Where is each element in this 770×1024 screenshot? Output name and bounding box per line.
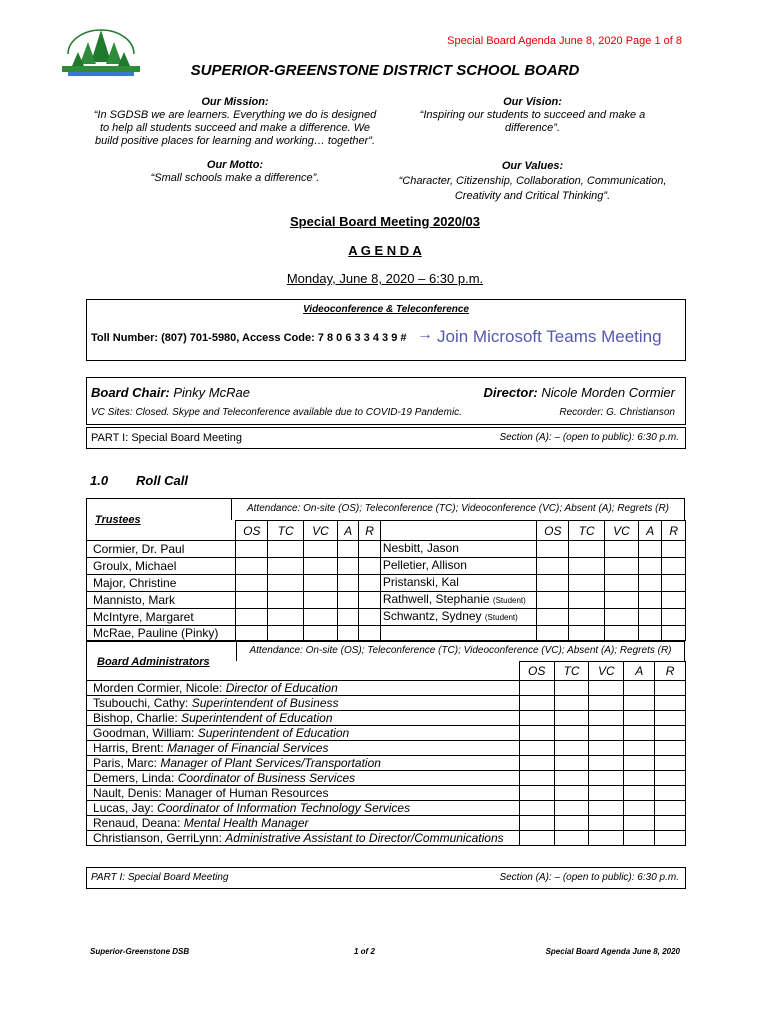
table-row (87, 771, 686, 786)
vision-block (400, 96, 665, 135)
admin-attendance-note: Attendance: On-site (OS); Teleconference (TC); Videoconference (VC); Absent (A); Regrets (R) (249, 645, 672, 656)
attendance-cell[interactable] (569, 626, 605, 641)
attendance-cell[interactable] (519, 771, 554, 786)
column-header: TC (554, 662, 589, 681)
chair-box (86, 377, 686, 425)
attendance-cell[interactable] (236, 626, 268, 641)
trustee-name: Major, Christine (87, 575, 236, 592)
bottom-part-section: Section (A): – (open to public): 6:30 p.m. (499, 872, 679, 883)
column-header: R (655, 662, 686, 681)
admin-entry: Paris, Marc: Manager of Plant Services/Transportation (87, 756, 520, 771)
attendance-cell[interactable] (569, 541, 605, 558)
values-line: Creativity and Critical Thinking”. (454, 190, 611, 202)
attendance-cell[interactable] (655, 711, 686, 726)
trustees-attendance-note-box (231, 498, 685, 520)
admin-attendance-note-box (236, 641, 685, 661)
attendance-cell[interactable] (662, 575, 686, 592)
rollcall-title: Roll Call (136, 473, 189, 488)
trustee-name: Rathwell, Stephanie (Student) (380, 592, 537, 609)
arrow-icon: → (417, 326, 433, 343)
trustee-name: Mannisto, Mark (87, 592, 236, 609)
meeting-datetime: Monday, June 8, 2020 – 6:30 p.m. (286, 271, 484, 286)
table-row (87, 756, 686, 771)
attendance-cell[interactable] (655, 771, 686, 786)
attendance-cell[interactable] (359, 592, 381, 609)
board-title: SUPERIOR-GREENSTONE DISTRICT SCHOOL BOARD (190, 62, 580, 79)
table-row (87, 541, 686, 558)
attendance-cell[interactable] (605, 541, 639, 558)
attendance-cell[interactable] (519, 681, 554, 696)
attendance-cell[interactable] (537, 575, 569, 592)
attendance-cell[interactable] (337, 592, 359, 609)
attendance-cell[interactable] (554, 681, 589, 696)
attendance-cell[interactable] (337, 626, 359, 641)
column-header: OS (519, 662, 554, 681)
attendance-cell[interactable] (359, 626, 381, 641)
attendance-cell[interactable] (624, 816, 655, 831)
trustees-heading: Trustees (95, 514, 141, 526)
attendance-cell[interactable] (662, 558, 686, 575)
attendance-cell[interactable] (605, 592, 639, 609)
attendance-cell[interactable] (638, 558, 662, 575)
column-header: A (624, 662, 655, 681)
table-row (87, 831, 686, 846)
attendance-cell[interactable] (268, 592, 304, 609)
attendance-cell[interactable] (236, 592, 268, 609)
attendance-cell[interactable] (638, 541, 662, 558)
attendance-cell[interactable] (638, 575, 662, 592)
attendance-cell[interactable] (304, 541, 338, 558)
attendance-cell[interactable] (537, 626, 569, 641)
attendance-cell[interactable] (624, 711, 655, 726)
column-header: R (662, 521, 686, 541)
attendance-cell[interactable] (589, 711, 624, 726)
attendance-cell[interactable] (624, 756, 655, 771)
trustee-name: McIntyre, Margaret (87, 609, 236, 626)
attendance-cell[interactable] (359, 609, 381, 626)
attendance-cell[interactable] (554, 711, 589, 726)
trustee-name: Nesbitt, Jason (380, 541, 537, 558)
attendance-cell[interactable] (589, 831, 624, 846)
table-row (87, 726, 686, 741)
table-row (87, 816, 686, 831)
admin-entry: Tsubouchi, Cathy: Superintendent of Business (87, 696, 520, 711)
attendance-cell[interactable] (519, 786, 554, 801)
table-row (87, 711, 686, 726)
table-row (87, 558, 686, 575)
toll-number: Toll Number: (807) 701-5980, Access Code: 7 8 0 6 3 3 4 3 9 # (91, 332, 407, 344)
attendance-cell[interactable] (268, 626, 304, 641)
attendance-cell[interactable] (624, 801, 655, 816)
conference-box (86, 299, 686, 361)
rollcall-number: 1.0 (90, 473, 109, 488)
attendance-cell[interactable] (554, 696, 589, 711)
attendance-cell[interactable] (655, 801, 686, 816)
admin-entry: Morden Cormier, Nicole: Director of Education (87, 681, 520, 696)
attendance-cell[interactable] (337, 575, 359, 592)
footer-left: Superior-Greenstone DSB (90, 947, 190, 956)
board-chair-label: Board Chair: (91, 385, 170, 400)
footer-right: Special Board Agenda June 8, 2020 (545, 947, 680, 956)
trustee-name: McRae, Pauline (Pinky) (87, 626, 236, 641)
attendance-cell[interactable] (236, 541, 268, 558)
mission-line: “In SGDSB we are learners. Everything we do is designed (93, 109, 377, 121)
column-header: A (337, 521, 359, 541)
attendance-cell[interactable] (236, 575, 268, 592)
attendance-cell[interactable] (589, 786, 624, 801)
attendance-cell[interactable] (638, 609, 662, 626)
attendance-cell[interactable] (554, 831, 589, 846)
attendance-cell[interactable] (304, 609, 338, 626)
attendance-cell[interactable] (337, 558, 359, 575)
conference-label: Videoconference & Teleconference (303, 304, 469, 315)
admin-entry: Christianson, GerriLynn: Administrative Assistant to Director/Communications (87, 831, 520, 846)
attendance-cell[interactable] (519, 696, 554, 711)
director-name: Nicole Morden Cormier (541, 385, 675, 400)
admin-entry: Bishop, Charlie: Superintendent of Education (87, 711, 520, 726)
footer-page: 1 of 2 (354, 947, 375, 956)
attendance-cell[interactable] (268, 609, 304, 626)
attendance-cell[interactable] (655, 756, 686, 771)
attendance-cell[interactable] (589, 681, 624, 696)
part-one-label: PART I: Special Board Meeting (91, 432, 243, 444)
attendance-cell[interactable] (624, 696, 655, 711)
attendance-cell[interactable] (519, 816, 554, 831)
table-row (87, 609, 686, 626)
attendance-cell[interactable] (662, 592, 686, 609)
trustees-table (86, 520, 686, 641)
column-header: R (359, 521, 381, 541)
table-row (87, 592, 686, 609)
attendance-cell[interactable] (554, 816, 589, 831)
column-header: VC (605, 521, 639, 541)
mission-line: build positive places for learning and working… together”. (94, 135, 376, 147)
attendance-cell[interactable] (655, 696, 686, 711)
bottom-part-label: PART I: Special Board Meeting (91, 872, 229, 883)
motto-heading: Our Motto: (206, 159, 264, 171)
attendance-cell[interactable] (304, 626, 338, 641)
attendance-cell[interactable] (589, 741, 624, 756)
trustee-name: Pelletier, Allison (380, 558, 537, 575)
attendance-cell[interactable] (537, 541, 569, 558)
table-row (87, 786, 686, 801)
attendance-cell[interactable] (589, 801, 624, 816)
table-row (87, 575, 686, 592)
attendance-cell[interactable] (624, 786, 655, 801)
attendance-cell[interactable] (554, 771, 589, 786)
attendance-cell[interactable] (569, 558, 605, 575)
agenda-heading: A G E N D A (348, 243, 422, 258)
admin-heading: Board Administrators (97, 656, 210, 668)
part-one-section: Section (A): – (open to public): 6:30 p.m. (499, 432, 679, 443)
column-header: OS (236, 521, 268, 541)
attendance-cell[interactable] (589, 696, 624, 711)
attendance-cell[interactable] (624, 681, 655, 696)
admin-entry: Demers, Linda: Coordinator of Business Services (87, 771, 520, 786)
attendance-cell[interactable] (519, 831, 554, 846)
attendance-cell[interactable] (268, 541, 304, 558)
mission-line: to help all students succeed and make a difference. We (99, 122, 371, 134)
attendance-cell[interactable] (655, 816, 686, 831)
admin-entry: Goodman, William: Superintendent of Education (87, 726, 520, 741)
attendance-cell[interactable] (519, 801, 554, 816)
attendance-cell[interactable] (605, 558, 639, 575)
table-row (87, 741, 686, 756)
attendance-cell[interactable] (589, 756, 624, 771)
attendance-cell[interactable] (662, 609, 686, 626)
director (484, 385, 675, 400)
board-chair-name: Pinky McRae (173, 385, 250, 400)
part-one-box (86, 427, 686, 449)
admin-entry: Nault, Denis: Manager of Human Resources (87, 786, 520, 801)
column-header: TC (268, 521, 304, 541)
attendance-cell[interactable] (304, 558, 338, 575)
attendance-cell[interactable] (359, 558, 381, 575)
attendance-cell[interactable] (655, 726, 686, 741)
table-row (87, 696, 686, 711)
trustee-name: Schwantz, Sydney (Student) (380, 609, 537, 626)
attendance-cell[interactable] (569, 609, 605, 626)
attendance-cell[interactable] (589, 816, 624, 831)
motto-line: “Small schools make a difference”. (150, 172, 320, 184)
attendance-cell[interactable] (554, 756, 589, 771)
values-heading: Our Values: (501, 160, 564, 172)
bottom-part-box (86, 867, 686, 889)
attendance-cell[interactable] (304, 575, 338, 592)
vc-sites: VC Sites: Closed. Skype and Teleconference available due to COVID-19 Pandemic. (91, 407, 462, 418)
table-row (87, 681, 686, 696)
attendance-cell[interactable] (655, 831, 686, 846)
attendance-cell[interactable] (268, 575, 304, 592)
vision-line: “Inspiring our students to succeed and make a (419, 109, 646, 121)
trustee-name: Cormier, Dr. Paul (87, 541, 236, 558)
recorder: Recorder: G. Christianson (559, 407, 675, 418)
attendance-cell[interactable] (554, 786, 589, 801)
admin-entry: Lucas, Jay: Coordinator of Information Technology Services (87, 801, 520, 816)
attendance-cell[interactable] (337, 609, 359, 626)
trustee-name: Pristanski, Kal (380, 575, 537, 592)
attendance-cell[interactable] (638, 626, 662, 641)
board-chair (91, 385, 250, 400)
page-info: Special Board Agenda June 8, 2020 Page 1 of 8 (447, 35, 682, 47)
attendance-cell[interactable] (624, 726, 655, 741)
director-label: Director: (483, 385, 538, 400)
attendance-cell[interactable] (662, 541, 686, 558)
attendance-cell[interactable] (304, 592, 338, 609)
mission-block (90, 96, 380, 148)
values-line: “Character, Citizenship, Collaboration, Communication, (398, 175, 667, 187)
teams-meeting-link[interactable]: Join Microsoft Teams Meeting (437, 327, 662, 346)
table-row (87, 626, 686, 641)
attendance-cell[interactable] (638, 592, 662, 609)
attendance-cell[interactable] (537, 592, 569, 609)
attendance-cell[interactable] (605, 609, 639, 626)
attendance-cell[interactable] (519, 726, 554, 741)
mission-heading: Our Mission: (201, 96, 269, 108)
attendance-cell[interactable] (519, 711, 554, 726)
values-block (385, 159, 680, 204)
attendance-cell[interactable] (569, 592, 605, 609)
meeting-title: Special Board Meeting 2020/03 (289, 214, 481, 229)
attendance-cell[interactable] (624, 771, 655, 786)
admin-table (86, 661, 686, 846)
admin-entry: Renaud, Deana: Mental Health Manager (87, 816, 520, 831)
attendance-cell[interactable] (569, 575, 605, 592)
trustees-attendance-note: Attendance: On-site (OS); Teleconference (TC); Videoconference (VC); Absent (A); Regrets (R) (246, 503, 670, 514)
table-row (87, 801, 686, 816)
column-header: A (638, 521, 662, 541)
vision-heading: Our Vision: (503, 96, 562, 108)
attendance-cell[interactable] (268, 558, 304, 575)
attendance-cell[interactable] (337, 541, 359, 558)
attendance-cell[interactable] (624, 831, 655, 846)
attendance-cell[interactable] (589, 771, 624, 786)
attendance-cell[interactable] (537, 558, 569, 575)
attendance-cell[interactable] (655, 681, 686, 696)
attendance-cell[interactable] (519, 741, 554, 756)
attendance-cell[interactable] (359, 541, 381, 558)
attendance-cell[interactable] (624, 741, 655, 756)
attendance-cell[interactable] (589, 726, 624, 741)
attendance-cell[interactable] (519, 756, 554, 771)
admin-entry: Harris, Brent: Manager of Financial Services (87, 741, 520, 756)
vision-line: difference”. (504, 122, 561, 134)
attendance-cell[interactable] (605, 575, 639, 592)
attendance-cell[interactable] (662, 626, 686, 641)
motto-block (90, 159, 380, 185)
trustee-name: Groulx, Michael (87, 558, 236, 575)
column-header: OS (537, 521, 569, 541)
attendance-cell[interactable] (537, 609, 569, 626)
attendance-cell[interactable] (554, 726, 589, 741)
attendance-cell[interactable] (605, 626, 639, 641)
attendance-cell[interactable] (655, 786, 686, 801)
column-header: VC (304, 521, 338, 541)
column-header: VC (589, 662, 624, 681)
attendance-cell[interactable] (655, 741, 686, 756)
attendance-cell[interactable] (236, 609, 268, 626)
attendance-cell[interactable] (236, 558, 268, 575)
attendance-cell[interactable] (554, 741, 589, 756)
attendance-cell[interactable] (554, 801, 589, 816)
attendance-cell[interactable] (359, 575, 381, 592)
column-header: TC (569, 521, 605, 541)
